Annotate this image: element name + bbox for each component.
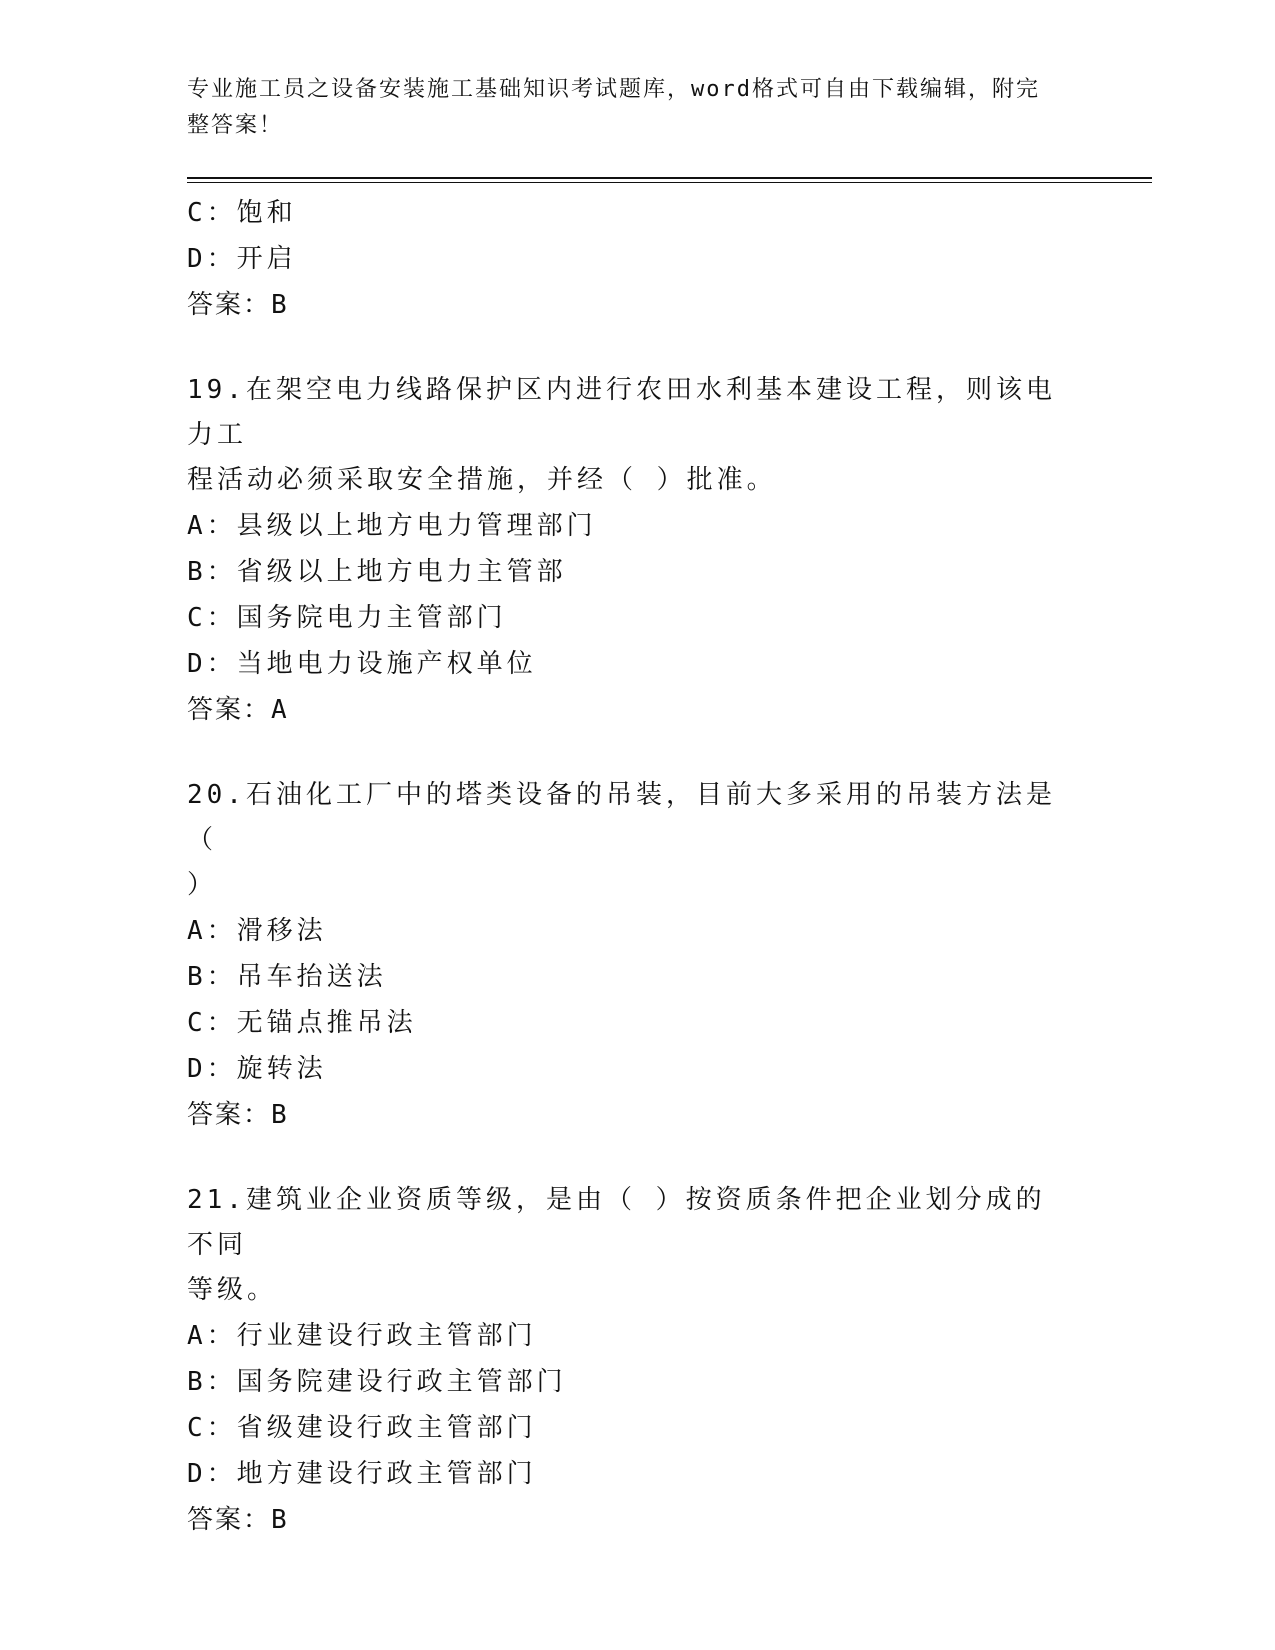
- option-b: B：省级以上地方电力主管部: [187, 557, 567, 587]
- option-c: C：无锚点推吊法: [187, 1008, 417, 1038]
- option-b: B：吊车抬送法: [187, 962, 387, 992]
- header-line-2: 整答案！: [187, 113, 284, 138]
- question-20: [187, 773, 1087, 1138]
- question-text: [187, 773, 1067, 908]
- question-19: [187, 368, 1087, 733]
- option-a: A：滑移法: [187, 916, 327, 946]
- option-d: D：地方建设行政主管部门: [187, 1459, 537, 1489]
- answer-line: 答案：B: [187, 1100, 289, 1130]
- header-divider-thin: [187, 182, 1152, 183]
- question-text: [187, 1178, 1067, 1313]
- answer-line: 答案：B: [187, 1505, 289, 1535]
- option-a: A：县级以上地方电力管理部门: [187, 511, 597, 541]
- question-text-line-1: 19.在架空电力线路保护区内进行农田水利基本建设工程，则该电力工: [187, 375, 1056, 450]
- option-c: C：省级建设行政主管部门: [187, 1413, 537, 1443]
- header-divider-thick: [187, 177, 1152, 179]
- document-body: [187, 190, 1087, 1543]
- question-text: [187, 368, 1067, 503]
- previous-question-tail: [187, 190, 1087, 328]
- document-header: [187, 72, 1067, 144]
- option-a: A：行业建设行政主管部门: [187, 1321, 537, 1351]
- question-text-line-2: 等级。: [187, 1275, 278, 1305]
- option-d: D：开启: [187, 244, 297, 274]
- option-c: C：饱和: [187, 198, 297, 228]
- option-b: B：国务院建设行政主管部门: [187, 1367, 567, 1397]
- question-text-line-2: 程活动必须采取安全措施，并经（ ）批准。: [187, 465, 777, 495]
- option-d: D：当地电力设施产权单位: [187, 649, 537, 679]
- answer-line: 答案：B: [187, 290, 289, 320]
- question-text-line-1: 21.建筑业企业资质等级，是由（ ）按资质条件把企业划分成的不同: [187, 1185, 1046, 1260]
- option-c: C：国务院电力主管部门: [187, 603, 507, 633]
- option-d: D：旋转法: [187, 1054, 327, 1084]
- question-21: [187, 1178, 1087, 1543]
- answer-line: 答案：A: [187, 695, 289, 725]
- question-text-line-2: ）: [187, 870, 218, 900]
- question-text-line-1: 20.石油化工厂中的塔类设备的吊装，目前大多采用的吊装方法是（: [187, 780, 1056, 855]
- header-line-1: 专业施工员之设备安装施工基础知识考试题库，word格式可自由下载编辑，附完: [187, 77, 1040, 102]
